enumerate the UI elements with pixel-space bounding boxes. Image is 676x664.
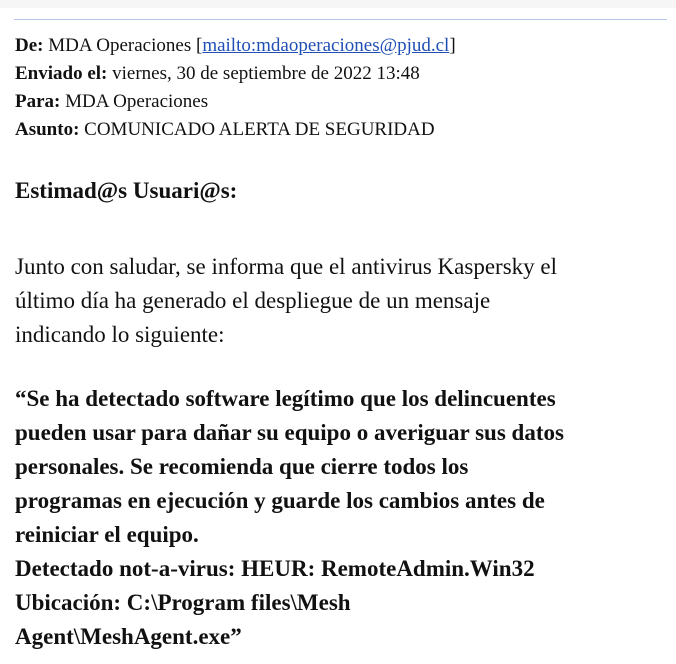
email-header: [15, 32, 665, 144]
to-label: Para:: [15, 91, 61, 112]
paragraph-line: último día ha generado el despliegue de un mensaje: [15, 288, 491, 313]
paragraph-line: indicando lo siguiente:: [15, 322, 225, 347]
location-line-continued: Agent\MeshAgent.exe”: [15, 624, 242, 649]
sent-date: viernes, 30 de septiembre de 2022 13:48: [112, 63, 420, 84]
paragraph-line: Junto con saludar, se informa que el antivirus Kaspersky el: [15, 254, 557, 279]
intro-paragraph: [15, 250, 670, 352]
subject-line: [15, 116, 665, 144]
sent-line: [15, 60, 665, 88]
alert-quote: [15, 382, 670, 654]
top-edge: [0, 0, 676, 8]
sent-label: Enviado el:: [15, 63, 108, 84]
sender-email-link[interactable]: mailto:mdaoperaciones@pjud.cl: [202, 35, 450, 56]
from-label: De:: [15, 35, 44, 56]
subject-text: COMUNICADO ALERTA DE SEGURIDAD: [84, 119, 435, 140]
location-line: Ubicación: C:\Program files\Mesh: [15, 590, 351, 615]
to-recipient: MDA Operaciones: [65, 91, 209, 112]
header-divider: [14, 19, 667, 20]
quote-line: pueden usar para dañar su equipo o averiguar sus datos: [15, 420, 564, 445]
from-name: MDA Operaciones [: [48, 35, 203, 56]
quote-line: reiniciar el equipo.: [15, 522, 199, 547]
to-line: [15, 88, 665, 116]
quote-line: programas en ejecución y guarde los cambios antes de: [15, 488, 545, 513]
subject-label: Asunto:: [15, 119, 80, 140]
quote-line: “Se ha detectado software legítimo que los delincuentes: [15, 386, 556, 411]
from-close: ]: [449, 35, 456, 56]
greeting: Estimad@s Usuari@s:: [15, 178, 238, 203]
quote-line: personales. Se recomienda que cierre todos los: [15, 454, 469, 479]
from-line: [15, 32, 665, 60]
detection-line: Detectado not-a-virus: HEUR: RemoteAdmin.Win32: [15, 556, 535, 581]
